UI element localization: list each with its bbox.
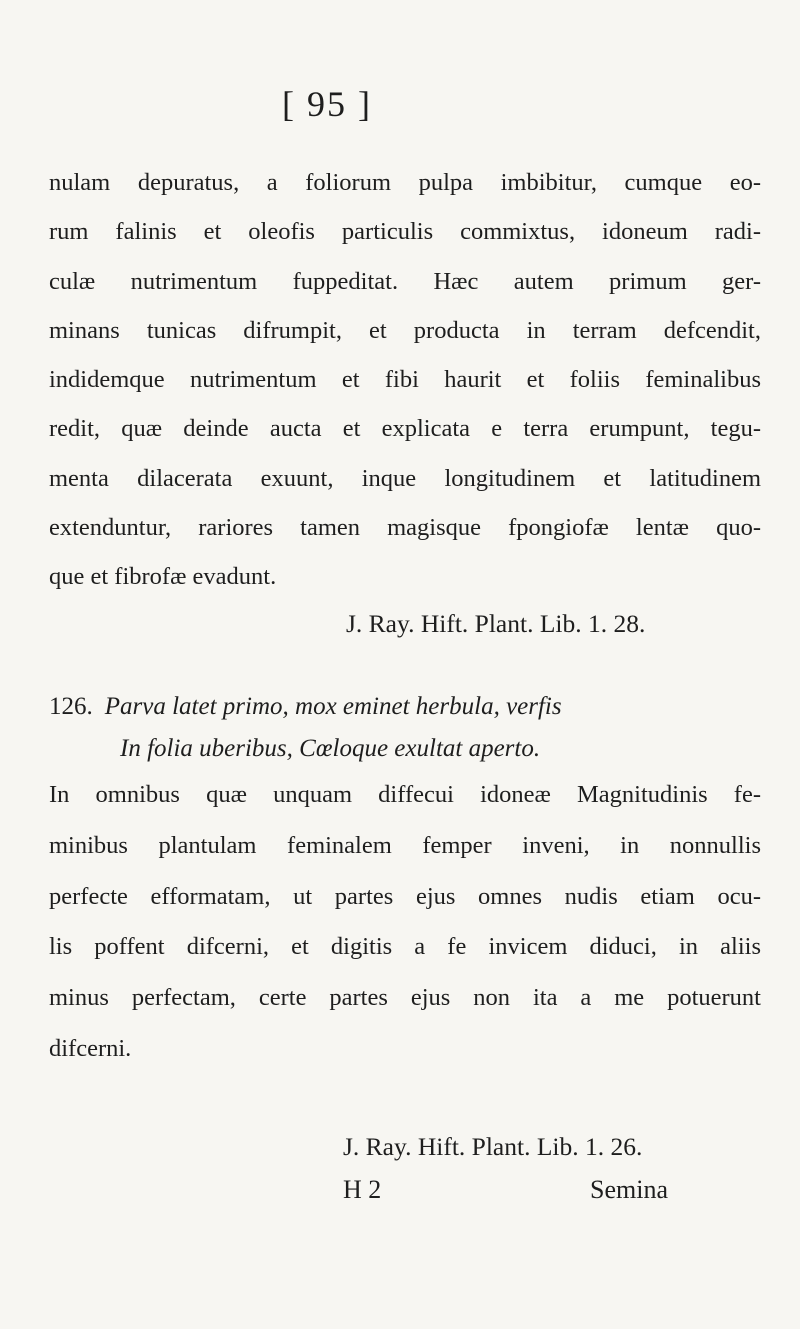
verse-line-1 [49, 694, 562, 719]
catchword: Semina [590, 1175, 668, 1204]
text-line: perfecte efformatam, ut partes ejus omnes nudis etiam ocu- [49, 882, 761, 910]
text-line: minans tunicas difrumpit, et producta in terram defcendit, [49, 316, 761, 344]
text-line: minibus plantulam feminalem femper inveni, in nonnullis [49, 831, 761, 859]
text-line: difcerni. [49, 1034, 132, 1062]
text-line: minus perfectam, certe partes ejus non ita a me potuerunt [49, 984, 761, 1012]
citation-1: J. Ray. Hift. Plant. Lib. 1. 28. [346, 609, 646, 638]
signature-mark: H 2 [343, 1175, 382, 1204]
text-line: rum falinis et oleofis particulis commixtus, idoneum radi- [49, 218, 761, 246]
verse-text: Parva latet primo, mox eminet herbula, verfis [104, 693, 562, 720]
text-line: lis poffent difcerni, et digitis a fe invicem diduci, in aliis [49, 933, 761, 961]
paragraph-1 [49, 171, 761, 615]
section-number: 126. [49, 693, 93, 720]
text-line: indidemque nutrimentum et fibi haurit et foliis feminalibus [49, 366, 761, 394]
text-line: culæ nutrimentum fuppeditat. Hæc autem primum ger- [49, 267, 761, 295]
paragraph-2 [49, 783, 761, 1088]
citation-2: J. Ray. Hift. Plant. Lib. 1. 26. [343, 1132, 643, 1161]
text-line: que et fibrofæ evadunt. [49, 563, 277, 591]
text-line: In omnibus quæ unquam diffecui idoneæ Magnitudinis fe- [49, 781, 761, 808]
verse-line-2: In folia uberibus, Cœloque exultat aperto. [120, 735, 541, 762]
text-line: extenduntur, rariores tamen magisque fpongiofæ lentæ quo- [49, 514, 761, 542]
text-line: redit, quæ deinde aucta et explicata e terra erumpunt, tegu- [49, 415, 761, 443]
text-line: nulam depuratus, a foliorum pulpa imbibitur, cumque eo- [49, 169, 761, 196]
text-line: menta dilacerata exuunt, inque longitudinem et latitudinem [49, 464, 761, 492]
page-number: [ 95 ] [282, 84, 372, 124]
